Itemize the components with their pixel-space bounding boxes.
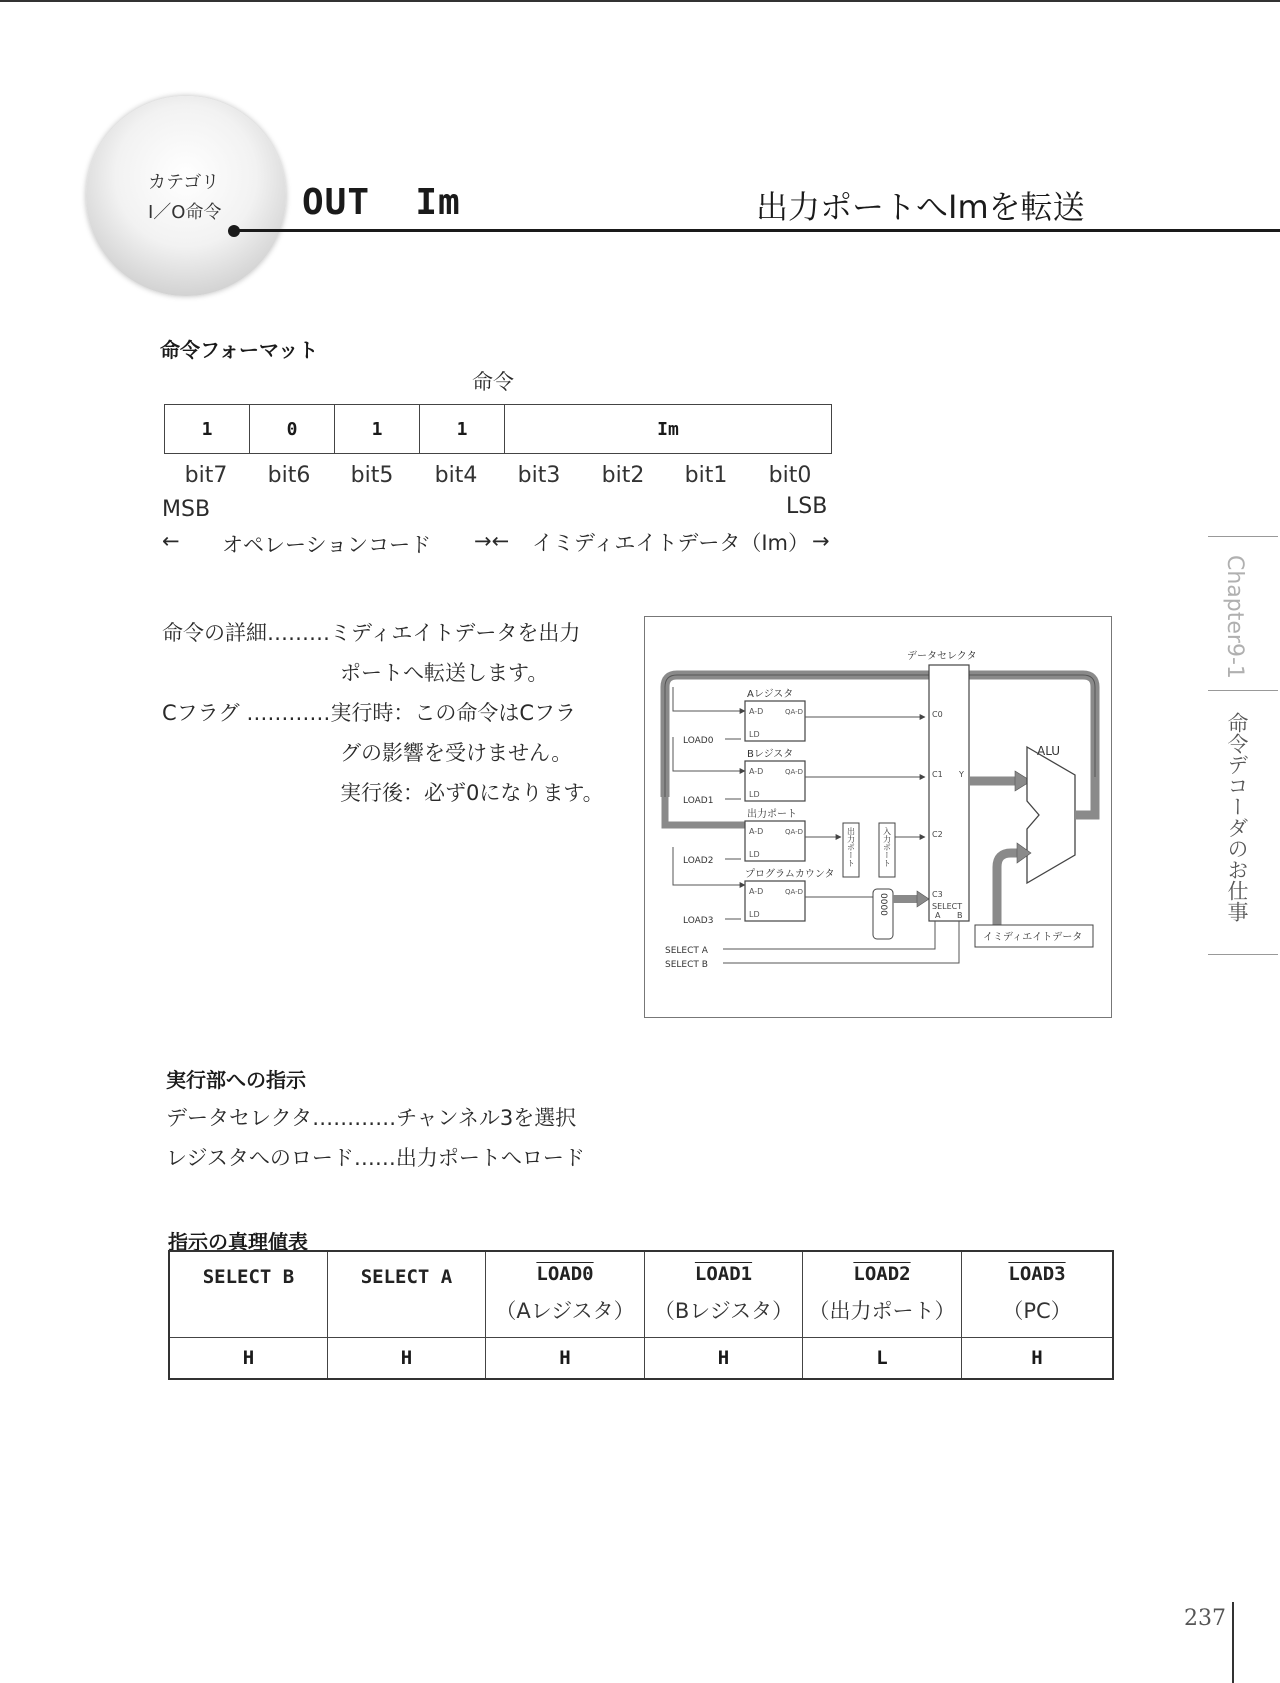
bit-label: bit1: [684, 463, 728, 488]
output-port-vertical-label: 出力ポート: [846, 827, 856, 867]
category-label: カテゴリ: [148, 172, 220, 193]
format-cell: 1: [165, 405, 250, 454]
immediate-bus: [997, 853, 1019, 927]
truth-value: H: [645, 1337, 803, 1379]
column-name: LOAD1: [694, 1263, 753, 1286]
y-label: Y: [959, 770, 964, 779]
opcode-label: オペレーションコード: [222, 533, 432, 557]
msb-label: MSB: [162, 497, 211, 522]
truth-header-cell: [962, 1251, 1114, 1337]
alu: [1027, 747, 1075, 883]
column-name: SELECT A: [360, 1266, 453, 1288]
immediate-label: イミディエイトデータ（Im）: [532, 531, 809, 555]
header-rule: [238, 229, 1280, 232]
column-sub: （出力ポート）: [808, 1299, 956, 1324]
truth-value: H: [328, 1337, 486, 1379]
ad-label: A-D: [749, 707, 764, 716]
column-name: LOAD3: [1008, 1263, 1066, 1286]
ld-label: LD: [749, 790, 760, 799]
load3-label: LOAD3: [683, 916, 714, 926]
column-sub: （PC）: [1002, 1299, 1072, 1324]
bit-label: bit2: [601, 463, 645, 488]
ld-label: LD: [749, 730, 760, 739]
input-port-vertical-label: 入力ポート: [882, 827, 892, 867]
c0-label: C0: [932, 710, 943, 719]
arrow-left: ←: [162, 529, 180, 553]
sidebar-rule: [1208, 536, 1278, 537]
instruction-label: 命令: [472, 370, 514, 394]
bit-label: bit5: [350, 463, 394, 488]
ad-label: A-D: [749, 767, 764, 776]
bit-label: bit0: [768, 463, 812, 488]
instruction-description: 出力ポートへImを転送: [756, 188, 1085, 226]
page-number-rule: [1232, 1602, 1234, 1683]
truth-value: H: [962, 1337, 1114, 1379]
truth-table: [168, 1250, 1114, 1380]
bit-label: bit7: [184, 463, 228, 488]
bit-label: bit6: [267, 463, 311, 488]
program-counter-label: プログラムカウンタ: [745, 869, 835, 880]
column-sub: （Bレジスタ）: [653, 1299, 794, 1324]
format-cell-immediate: Im: [505, 405, 832, 454]
truth-header-cell: [169, 1251, 328, 1337]
table-row: [169, 1337, 1113, 1379]
format-section-title: 命令フォーマット: [160, 338, 319, 362]
truth-value: L: [803, 1337, 962, 1379]
format-table: [164, 404, 832, 454]
truth-header-cell: [803, 1251, 962, 1337]
column-sub: （Aレジスタ）: [495, 1299, 635, 1324]
detail-line: 実行後：必ず0になります。: [340, 781, 604, 805]
load2-label: LOAD2: [683, 856, 714, 866]
truth-value: H: [486, 1337, 645, 1379]
qad-label: QA-D: [785, 828, 804, 836]
block-diagram: [644, 616, 1112, 1018]
sidebar-chapter: Chapter9-1: [1222, 555, 1247, 679]
load0-label: LOAD0: [683, 736, 714, 746]
lsb-label: LSB: [786, 494, 828, 519]
detail-line: グの影響を受けません。: [340, 741, 573, 765]
block-diagram-svg: [645, 617, 1111, 1017]
b-register-label: Bレジスタ: [747, 749, 794, 760]
select-b-pin: B: [957, 911, 963, 920]
sidebar-title: 命令デコーダのお仕事: [1225, 712, 1249, 922]
ld-label: LD: [749, 850, 760, 859]
column-name: SELECT B: [202, 1266, 295, 1288]
exec-line: データセレクタ…………チャンネル3を選択: [166, 1106, 577, 1130]
column-name: LOAD0: [536, 1263, 594, 1286]
qad-label: QA-D: [785, 888, 804, 896]
top-rule: [0, 0, 1280, 2]
ad-label: A-D: [749, 827, 764, 836]
header-dot: [228, 225, 240, 237]
c3-label: C3: [932, 890, 943, 899]
data-selector-label: データセレクタ: [907, 651, 977, 662]
ad-label: A-D: [749, 887, 764, 896]
a-register-label: Aレジスタ: [747, 689, 794, 700]
c2-label: C2: [932, 830, 943, 839]
sidebar-rule: [1208, 690, 1278, 691]
ld-label: LD: [749, 910, 760, 919]
truth-section-title: 指示の真理値表: [168, 1230, 308, 1254]
sidebar-rule: [1208, 954, 1278, 955]
qad-label: QA-D: [785, 708, 804, 716]
exec-line: レジスタへのロード……出力ポートへロード: [166, 1146, 585, 1170]
select-b-line-label: SELECT B: [665, 960, 708, 970]
instruction-title: OUT Im: [302, 182, 461, 223]
arrow-right: →: [812, 529, 830, 553]
arrow-middle: →←: [474, 529, 510, 553]
select-a-pin: A: [935, 911, 941, 920]
format-cell: 1: [420, 405, 505, 454]
detail-line: Cフラグ …………実行時：この命令はCフラ: [162, 701, 577, 725]
qad-label: QA-D: [785, 768, 804, 776]
zeros-label: 0000: [878, 893, 888, 916]
bit-label: bit3: [517, 463, 561, 488]
page-number: 237: [1184, 1606, 1226, 1631]
format-cell: 1: [335, 405, 420, 454]
category-value: I／O命令: [148, 202, 222, 223]
output-port-label: 出力ポート: [747, 809, 797, 820]
detail-line: ポートへ転送します。: [340, 661, 549, 685]
immediate-data-label: イミディエイトデータ: [983, 932, 1083, 943]
bit-label: bit4: [434, 463, 478, 488]
truth-header-cell: [328, 1251, 486, 1337]
data-selector: [929, 665, 969, 921]
select-label: SELECT: [932, 902, 963, 911]
category-circle: [86, 96, 286, 296]
c1-label: C1: [932, 770, 943, 779]
column-name: LOAD2: [853, 1263, 911, 1286]
truth-header-cell: [645, 1251, 803, 1337]
format-cell: 0: [250, 405, 335, 454]
detail-line: 命令の詳細………ミディエイトデータを出力: [162, 621, 581, 645]
load1-label: LOAD1: [683, 796, 714, 806]
truth-value: H: [169, 1337, 328, 1379]
alu-label: ALU: [1037, 744, 1061, 758]
select-a-line-label: SELECT A: [665, 946, 708, 956]
truth-header-cell: [486, 1251, 645, 1337]
exec-section-title: 実行部への指示: [166, 1068, 306, 1092]
